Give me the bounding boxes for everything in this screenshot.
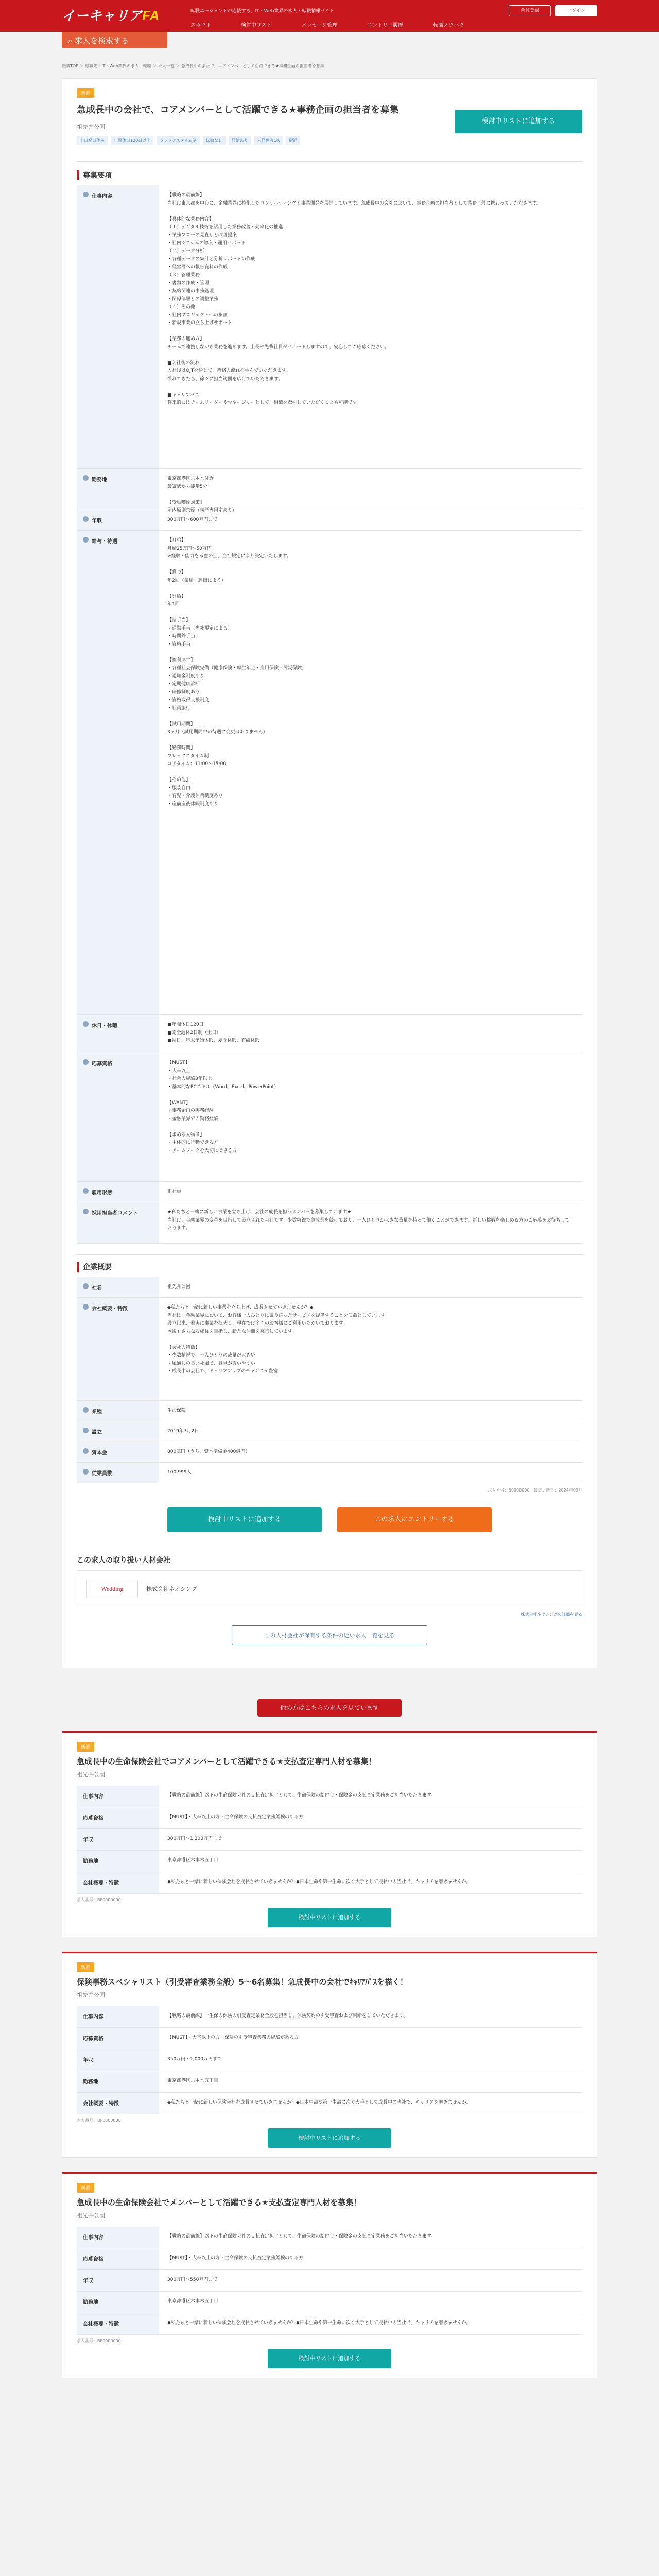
industry-icon [83, 1407, 89, 1413]
row-value: 生命保険 [167, 1408, 186, 1413]
company-name: 祖先井公園 [77, 124, 105, 130]
comment-icon [83, 1209, 89, 1214]
yen-icon [83, 1448, 89, 1454]
header-tagline: 転職エージェントが応援する、IT・Web業界の求人・転職情報サイト [190, 9, 334, 14]
company-name: 祖先井公園 [77, 1992, 105, 1998]
company-section [77, 1254, 582, 1483]
job-number-note: 求人番号：BF0000000 [77, 2338, 121, 2343]
breadcrumb[interactable]: 転職TOP ＞ 転職先・IT・Web業界の求人・転職 ＞ 求人一覧 ＞ 急成長中の会社で、コアメンバーとして活躍できる★事務企画の担当者を募集 [62, 64, 324, 69]
row-value: 2019年7月2日 [167, 1429, 199, 1434]
other-job-row [77, 2227, 582, 2248]
row-key: 勤務地 [83, 2300, 98, 2306]
job-tag: 転勤なし [203, 136, 226, 145]
job-number-note: 求人番号：BF0000000 [77, 2118, 121, 2123]
row-key: 年収 [83, 2278, 93, 2284]
job-title: 急成長中の会社で、コアメンバーとして活躍できる★事務企画の担当者を募集 [77, 105, 399, 115]
row-key: 採用担当者コメント [92, 1211, 138, 1216]
row-value: 300万円～600万円まで [167, 517, 218, 522]
search-jobs-button[interactable] [62, 32, 167, 48]
other-job-row [77, 2028, 582, 2049]
site-logo[interactable] [62, 5, 159, 24]
other-job-row [77, 2093, 582, 2114]
login-button[interactable]: ログイン [555, 5, 597, 16]
row-value: ◆私たちと一緒に新しい保険会社を成長させていきませんか？◆日本生命や第一生命に次ぐ大手として成長中の当社で、キャリアを磨きませんか。 [167, 2100, 471, 2105]
agent-name: 株式会社ネオシング [146, 1586, 197, 1592]
row-key: 会社概要・特徴 [83, 2321, 119, 2327]
job-tag: 年間休日120日以上 [111, 136, 153, 145]
row-key: 雇用形態 [92, 1190, 112, 1196]
header-nav [190, 21, 464, 28]
row-value: ◆私たちと一緒に新しい事業を立ち上げ、成長させていきませんか？◆ 当社は、金融業界において、お客様一人ひとりに寄り添ったサービスを提供することを使命としています。 設立以来、着実に事業を拡大し、現在では多くのお客様にご利用いただいております。 今後もさらなる成長を目指し、新たな仲間を募集しています。 【会社の特徴】 ・少数精鋭で、一人ひとりの裁量が大きい ・風通しの良い社風で、意見が言いやすい ・成長中の会社で、キャリアアップのチャンスが豊富 [167, 1305, 390, 1374]
row-value: 800億円（うち、資本準備金400億円） [167, 1449, 250, 1454]
add-to-list-button[interactable]: 検討中リストに追加する [268, 2128, 391, 2148]
agent-more-jobs-button[interactable]: この人材会社が保有する条件の近い求人一覧を見る [232, 1625, 427, 1645]
calendar-icon [83, 1021, 89, 1027]
badge-icon [83, 1188, 89, 1194]
row-key: 仕事内容 [83, 1794, 103, 1800]
nav-knowhow[interactable]: 転職ノウハウ [433, 23, 464, 28]
info-icon [83, 192, 89, 197]
new-badge: 新着 [77, 1742, 94, 1752]
row-key: 休日・休暇 [92, 1023, 117, 1029]
row-value: 東京都港区六本木五丁目 [167, 1858, 219, 1863]
new-badge: 新着 [77, 2183, 94, 2193]
row-value: 【戦略の最前線】一生保の保険の引受査定業務全般を担当し、保険契約の引受審査および判断をしていただきます。 [167, 2013, 408, 2019]
search-label: 求人を検索する [75, 36, 129, 45]
row-key: 応募資格 [83, 2257, 103, 2262]
add-to-list-button[interactable]: 検討中リストに追加する [268, 2349, 391, 2368]
other-job-card[interactable] [62, 1952, 597, 2158]
row-key: 仕事内容 [83, 2235, 103, 2241]
search-icon: ⌕ [68, 36, 75, 45]
row-value: ★私たちと一緒に新しい事業を立ち上げ、会社の成長を担うメンバーを募集しています★ 当社は、金融業界の変革を目指して設立された会社です。少数精鋭で急成長を続けており、一人ひとりが大きな裁量を持って働くことができます。新しい挑戦を楽しめる方のご応募をお待ちしております。 [167, 1210, 570, 1231]
job-number-note: 求人番号：B0000000 最終更新日：2024年09月 [488, 1488, 582, 1493]
row-key: 従業員数 [92, 1471, 112, 1477]
row-value: ◆私たちと一緒に新しい保険会社を成長させていきませんか？◆日本生命や第一生命に次ぐ大手として成長中の当社で、キャリアを磨きませんか。 [167, 2320, 471, 2326]
job-tags [77, 136, 582, 145]
row-key: 勤務地 [83, 1859, 98, 1865]
row-key: 業種 [92, 1409, 102, 1415]
people-icon [83, 1469, 89, 1475]
entry-button[interactable]: この求人にエントリーする [337, 1507, 492, 1532]
recruit-row [77, 469, 582, 513]
row-key: 年収 [83, 1837, 93, 1843]
agent-card [77, 1570, 582, 1607]
other-job-row [77, 1786, 582, 1807]
company-row [77, 1277, 582, 1298]
other-job-row [77, 2071, 582, 2093]
row-value: 【月給】 月給25万円～50万円 ※経験・能力を考慮の上、当社規定により決定いたします。 【賞与】 年2回（業績・評価による） 【昇給】 年1回 【諸手当】 ・通勤手当（当社規定による） ・時間外手当 ・資格手当 【福利厚生】 ・各種社会保険完備（健康保険・厚生年金・雇用保険・労災保険） ・退職金制度あり ・定期健康診断 ・研修制度あり ・資格取得支援制度 ・社員旅行 【試用期間】 3ヶ月（試用期間中の待遇に変更はありません） 【勤務時間】 フレックスタイム制 コアタイム：11:00～15:00 【その他】 ・服装自由 ・育児・介護休業制度あり ・産前産後休暇制度あり [167, 538, 307, 807]
row-value: 300万円～550万円まで [167, 2277, 218, 2282]
row-value: 祖先井公園 [167, 1284, 191, 1290]
row-key: 年収 [92, 518, 102, 524]
job-tag: 土日祝日休み [77, 136, 108, 145]
other-job-row [77, 2049, 582, 2071]
company-name: 祖先井公園 [77, 2212, 105, 2219]
row-value: ■年間休日120日 ■完全週休2日制（土日） ■祝日、年末年始休暇、夏季休暇、有給休暇 [167, 1022, 260, 1043]
company-row [77, 1298, 582, 1401]
job-tag: 駅近 [286, 136, 300, 145]
row-value: 東京都港区六本木五丁目 [167, 2078, 219, 2083]
other-job-card[interactable] [62, 2172, 597, 2378]
job-number-note: 求人番号：BF0000000 [77, 1897, 121, 1902]
other-job-row [77, 2248, 582, 2270]
job-tag: フレックスタイム制 [157, 136, 199, 145]
company-row [77, 1421, 582, 1442]
row-key: 勤務地 [83, 2079, 98, 2085]
recruit-heading: 募集要項 [77, 170, 582, 180]
other-job-row [77, 1872, 582, 1894]
other-job-row [77, 2270, 582, 2292]
yen-icon [83, 516, 89, 522]
nav-entry[interactable]: エントリー履歴 [367, 23, 404, 28]
other-job-row [77, 1829, 582, 1851]
other-job-row [77, 1851, 582, 1872]
agent-logo: Wedding [86, 1580, 138, 1598]
row-key: 応募資格 [83, 2036, 103, 2042]
other-job-title[interactable]: 急成長中の生命保険会社でコアメンバーとして活躍できる★支払査定専門人材を募集！ [77, 1757, 376, 1766]
row-key: 会社概要・特徴 [83, 2101, 119, 2107]
logo-fa: FA [142, 8, 160, 23]
new-badge: 新着 [77, 88, 94, 98]
row-value: 100-999人 [167, 1470, 192, 1475]
row-key: 設立 [92, 1430, 102, 1435]
company-name: 祖先井公園 [77, 1771, 105, 1778]
row-value: 300万円～1,200万円まで [167, 1836, 222, 1841]
company-row [77, 1463, 582, 1483]
row-value: 【戦略の最前線】以下の生命保険会社の支払査定担当として、生命保険の給付金・保険金の支払査定業務をご担当いただきます。 [167, 1793, 436, 1798]
row-value: 東京都港区六本木付近 最寄駅から徒歩5分 【受動喫煙対策】 屋内原則禁煙（喫煙専用室あり） [167, 476, 237, 513]
row-key: 会社概要・特徴 [83, 1880, 119, 1886]
site-header [0, 0, 659, 45]
other-job-row [77, 1807, 582, 1829]
row-value: 【戦略の最前線】以下の生命保険会社の支払査定担当として、生命保険の給付金・保険金の支払査定業務をご担当いただきます。 [167, 2234, 436, 2239]
other-job-row [77, 2313, 582, 2335]
row-key: 給与・待遇 [92, 539, 117, 545]
other-job-title[interactable]: 急成長中の生命保険会社でメンバーとして活躍できる★支払査定専門人材を募集！ [77, 2198, 361, 2207]
add-to-list-button[interactable]: 検討中リストに追加する [455, 110, 582, 133]
recruit-row [77, 1202, 582, 1244]
company-heading: 企業概要 [77, 1262, 582, 1272]
row-value: 正社員 [167, 1189, 182, 1194]
recruit-row [77, 1182, 582, 1202]
other-job-row [77, 2292, 582, 2313]
nav-message[interactable]: メッセージ管理 [301, 23, 338, 28]
other-job-card[interactable] [62, 1731, 597, 1937]
register-button[interactable]: 会員登録 [509, 5, 551, 16]
recruit-row [77, 1053, 582, 1182]
calendar-icon [83, 1428, 89, 1433]
row-key: 資本金 [92, 1450, 107, 1456]
salary-icon [83, 537, 89, 543]
row-value: 【戦略の最前線】 当社は東京都を中心に、金融業界に特化したコンサルティングと事業開発を展開しています。急成長中の会社において、事務企画の担当者として業務全般に携わっていただきます。 【具体的な業務内容】 （１）デジタル技術を活用した業務改善・効率化の推進 ・業務フローの見直しと改善提案 ・社内システムの導入・運用サポート （２）データ分析 ・各種データの集計と分析レポートの作成 ・経営層への報告資料の作成 （３）管理業務 ・書類の作成・管理 ・契約関連の事務処理 ・関係部署との調整業務 （４）その他 ・社内プロジェクトへの参画 ・新規事業の立ち上げサポート 【業務の進め方】 チームで連携しながら業務を進めます。上長や先輩社員がサポートしますので、安心してご応募ください。 ■入社後の流れ 入社後はOJTを通じて、業務の流れを学んでいただきます。 慣れてきたら、徐々に担当範囲を広げていただきます。 ■キャリアパス 将来的にはチームリーダーやマネージャーとして、組織を牽引していただくことも可能です。 [167, 193, 542, 405]
other-job-row [77, 2006, 582, 2028]
info-icon [83, 1304, 89, 1310]
add-to-list-button[interactable]: 検討中リストに追加する [268, 1908, 391, 1927]
add-to-list-button-bottom[interactable]: 検討中リストに追加する [167, 1507, 322, 1532]
row-key: 勤務地 [92, 477, 107, 483]
row-value: ◆私たちと一緒に新しい保険会社を成長させていきませんか？◆日本生命や第一生命に次ぐ大手として成長中の当社で、キャリアを磨きませんか。 [167, 1879, 471, 1885]
logo-main: イーキャリア [62, 8, 143, 23]
row-key: 応募資格 [92, 1061, 112, 1067]
new-badge: 新着 [77, 1962, 94, 1972]
row-key: 仕事内容 [83, 2014, 103, 2020]
company-row [77, 1442, 582, 1463]
recruit-row [77, 185, 582, 469]
row-value: 【MUST】 ・大卒以上 ・社会人経験3年以上 ・基本的なPCスキル（Word、Excel、PowerPoint） 【WANT】 ・事務企画の実務経験 ・金融業界での勤務経験 【求める人物像】 ・主体的に行動できる方 ・チームワークを大切にできる方 [167, 1060, 279, 1154]
row-key: 応募資格 [83, 1816, 103, 1821]
recruit-row [77, 531, 582, 1015]
row-value: 【MUST】・大卒以上の方・生命保険の支払査定業務経験のある方 [167, 2256, 304, 2261]
company-row [77, 1401, 582, 1421]
recruit-section [77, 161, 582, 1244]
building-icon [83, 1283, 89, 1289]
job-detail-card [62, 78, 597, 1668]
row-value: 350万円～1,000万円まで [167, 2057, 222, 2062]
row-value: 【MUST】・大卒以上の方・保険の引受審査業務の経験がある方 [167, 2035, 299, 2040]
others-heading: 他の方はこちらの求人を見ています [257, 1699, 402, 1717]
location-icon [83, 475, 89, 481]
row-value: 【MUST】・大卒以上の方・生命保険の支払査定業務経験のある方 [167, 1815, 304, 1820]
row-key: 会社概要・特徴 [92, 1306, 128, 1312]
job-tag: 昇給あり [229, 136, 251, 145]
agent-heading: この求人の取り扱い人材会社 [77, 1556, 170, 1565]
recruit-row [77, 510, 582, 531]
job-tag: 未経験者OK [254, 136, 283, 145]
person-icon [83, 1059, 89, 1065]
row-key: 年収 [83, 2058, 93, 2063]
recruit-row [77, 1015, 582, 1053]
nav-list[interactable]: 検討中リスト [241, 23, 272, 28]
row-key: 仕事内容 [92, 194, 112, 199]
nav-scout[interactable]: スカウト [190, 23, 211, 28]
row-key: 社名 [92, 1285, 102, 1291]
agent-detail-link[interactable]: 株式会社ネオシングの詳細を見る [521, 1612, 582, 1617]
row-value: 東京都港区六本木五丁目 [167, 2299, 219, 2304]
other-job-title[interactable]: 保険事務スペシャリスト（引受審査業務全般）5～6名募集！急成長中の会社でｷｬﾘｱﾊﾟｽを描く！ [77, 1977, 408, 1987]
agent-section [62, 1545, 597, 1668]
